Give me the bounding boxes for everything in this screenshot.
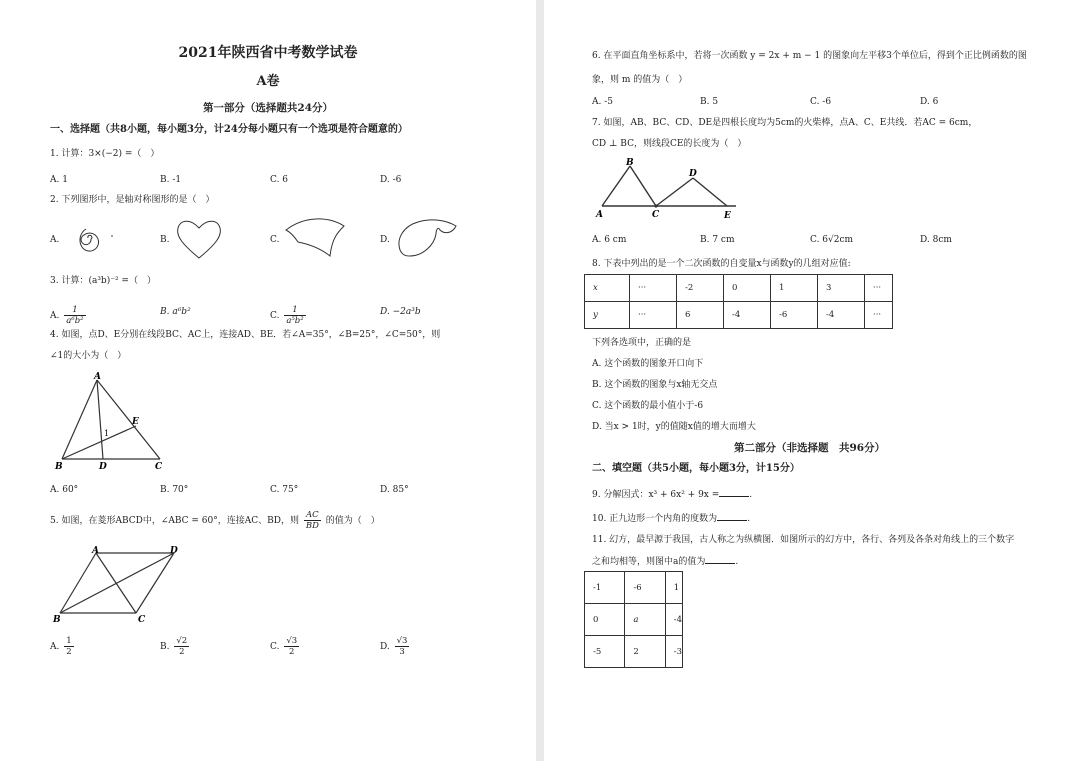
q5-stem-fraction — [304, 510, 321, 531]
table-cell: -2 — [677, 275, 724, 302]
q5-option-a — [50, 634, 76, 660]
table-row — [585, 572, 683, 604]
q5-option-a-fraction — [64, 636, 73, 657]
table-cell: 3 — [818, 275, 865, 302]
fraction-numerator: √3 — [286, 636, 298, 646]
section2-heading: 二、填空题（共5小题，每小题3分，计15分） — [592, 463, 800, 474]
q3-option-c-fraction — [284, 305, 305, 326]
table-cell: 0 — [724, 275, 771, 302]
q5-stem-text: 5. 如图，在菱形ABCD中，∠ABC = 60°，连接AC、BD，则 — [50, 516, 299, 526]
q3-option-a-label: A. — [50, 311, 60, 321]
exam-page-left — [0, 0, 536, 761]
angle-label-1: 1 — [104, 429, 110, 438]
triangle-abc-figure — [52, 368, 182, 473]
q5-stem-end: 的值为（ ） — [325, 516, 380, 526]
vertex-label-b: B — [55, 462, 63, 472]
q5-option-d-label: D. — [380, 642, 390, 652]
q3-stem: 3. 计算：(a³b)⁻² =（ ） — [50, 276, 156, 286]
q1-option-d: D. -6 — [380, 175, 402, 185]
fraction-denominator: a⁶b² — [66, 316, 84, 326]
q5-option-d-fraction — [395, 636, 410, 657]
q6-option-d: D. 6 — [920, 97, 939, 107]
q1-option-b: B. -1 — [160, 175, 182, 185]
table-row — [585, 604, 683, 636]
fraction-numerator: AC — [304, 510, 321, 521]
q4-option-c: C. 75° — [270, 485, 299, 495]
matchsticks-figure — [594, 156, 744, 224]
q3-option-c — [270, 304, 308, 328]
q11-text: 之和均相等，则图中a的值为 — [592, 557, 706, 567]
q4-stem: 4. 如图，点D、E分别在线段BC、AC上，连接AD、BE．若∠A=35°，∠B=25°，∠C=50°，则 — [50, 330, 441, 340]
table-cell: -6 — [625, 572, 665, 604]
table-cell: -1 — [585, 572, 625, 604]
q7-stem: 7. 如图，AB、BC、CD、DE是四根长度均为5cm的火柴棒，点A、C、E共线．若AC = 6cm， — [592, 118, 978, 128]
q7-option-a: A. 6 cm — [592, 235, 627, 245]
vertex-label-d: D — [170, 546, 178, 556]
answer-blank — [705, 555, 735, 564]
q8-option-b: B. 这个函数的图象与x轴无交点 — [592, 380, 718, 390]
table-cell: 1 — [665, 572, 682, 604]
point-label-e: E — [724, 211, 731, 221]
table-row-x — [585, 275, 893, 302]
vertex-label-c: C — [138, 615, 146, 625]
table-cell: ··· — [865, 275, 893, 302]
part1-heading: 第一部分（选择题共24分） — [202, 102, 334, 114]
q7-option-b: B. 7 cm — [700, 235, 735, 245]
q2-option-a: A. — [50, 235, 60, 245]
rhombus-abcd-figure — [52, 543, 192, 625]
table-cell: -4 — [665, 604, 682, 636]
q5-stem — [50, 508, 380, 534]
table-cell: -5 — [585, 636, 625, 668]
q8-value-table — [584, 274, 893, 329]
table-cell: ··· — [630, 275, 677, 302]
table-cell: 2 — [625, 636, 665, 668]
fraction-numerator: 1 — [64, 305, 85, 316]
point-label-d: D — [99, 462, 107, 472]
q2-option-d: D. — [380, 235, 390, 245]
table-cell: -6 — [771, 302, 818, 329]
table-cell: y — [585, 302, 630, 329]
fraction-denominator: a⁵b² — [286, 316, 304, 326]
q2-stem: 2. 下列图形中，是轴对称图形的是（ ） — [50, 195, 215, 205]
section1-heading: 一、选择题（共8小题，每小题3分，计24分每小题只有一个选项是符合题意的） — [50, 124, 408, 135]
table-cell: -4 — [724, 302, 771, 329]
q8-option-a: A. 这个函数的图象开口向下 — [592, 359, 704, 369]
table-cell: a — [625, 604, 665, 636]
q10-text: 10. 正九边形一个内角的度数为 — [592, 514, 718, 524]
q2-option-b: B. — [160, 235, 170, 245]
exam-subtitle: A卷 — [256, 74, 280, 89]
spiral-figure — [66, 218, 116, 258]
point-label-b: B — [626, 158, 634, 168]
vertex-label-a: A — [92, 546, 99, 556]
table-cell: -4 — [818, 302, 865, 329]
q4-option-d: D. 85° — [380, 485, 409, 495]
paisley-figure — [396, 216, 460, 258]
q9-text: 9. 分解因式：x³ + 6x² + 9x = — [592, 490, 720, 500]
table-cell: 1 — [771, 275, 818, 302]
part2-heading: 第二部分（非选择题 共96分） — [734, 442, 886, 454]
q8-intro: 下列各选项中，正确的是 — [592, 338, 692, 348]
q6-option-c: C. -6 — [810, 97, 832, 107]
q5-option-b — [160, 634, 191, 660]
table-cell: 6 — [677, 302, 724, 329]
fraction-denominator: 3 — [399, 647, 405, 657]
table-row — [585, 636, 683, 668]
q9-stem: 9. 分解因式：x³ + 6x² + 9x = . — [592, 490, 753, 500]
q1-option-c: C. 6 — [270, 175, 289, 185]
q8-stem: 8. 下表中列出的是一个二次函数的自变量x与函数y的几组对应值: — [592, 259, 851, 269]
table-cell: ··· — [865, 302, 893, 329]
q3-option-b: B. a⁶b² — [160, 307, 191, 317]
fraction-denominator: BD — [305, 521, 319, 531]
q7-stem-continued: CD ⊥ BC，则线段CE的长度为（ ） — [592, 139, 747, 149]
fraction-denominator: 2 — [179, 647, 185, 657]
q6-option-b: B. 5 — [700, 97, 719, 107]
heart-figure — [174, 216, 224, 260]
q6-stem: 6. 在平面直角坐标系中，若将一次函数 y = 2x + m − 1 的图象向左平移3个单位后，得到个正比例函数的图 — [592, 51, 1027, 61]
q5-option-b-fraction — [174, 636, 189, 657]
q1-stem: 1. 计算：3×(−2) =（ ） — [50, 149, 160, 159]
q3-option-a — [50, 304, 88, 328]
point-label-a: A — [596, 210, 603, 220]
answer-blank — [717, 512, 747, 521]
q5-option-c-label: C. — [270, 642, 280, 652]
fraction-numerator: √2 — [176, 636, 188, 646]
fraction-denominator: 2 — [66, 647, 72, 657]
q7-option-d: D. 8cm — [920, 235, 952, 245]
q11-stem: 11. 幻方，最早源于我国，古人称之为纵横图．如图所示的幻方中，各行、各列及各条对角线上的三个数字 — [592, 535, 1015, 545]
q11-stem-continued: 之和均相等，则图中a的值为 . — [592, 557, 739, 567]
q4-option-a: A. 60° — [50, 485, 79, 495]
q6-stem-continued: 象，则 m 的值为（ ） — [592, 75, 688, 85]
table-cell: x — [585, 275, 630, 302]
answer-blank — [719, 488, 749, 497]
fraction-numerator: 1 — [66, 636, 72, 646]
table-row-y — [585, 302, 893, 329]
q10-stem: 10. 正九边形一个内角的度数为 . — [592, 514, 751, 524]
fraction-denominator: 2 — [289, 647, 295, 657]
magic-square-grid — [584, 571, 683, 668]
q5-option-b-label: B. — [160, 642, 170, 652]
vertex-label-c: C — [155, 462, 163, 472]
exam-title: 2021年陕西省中考数学试卷 — [178, 45, 358, 61]
exam-page-right — [544, 0, 1080, 761]
vertex-label-b: B — [53, 615, 61, 625]
fraction-numerator: √3 — [396, 636, 408, 646]
point-label-c: C — [652, 210, 660, 220]
table-cell: ··· — [630, 302, 677, 329]
point-label-e: E — [132, 417, 139, 427]
q6-option-a: A. -5 — [592, 97, 613, 107]
fraction-numerator: 1 — [284, 305, 305, 316]
fan-figure — [284, 216, 346, 258]
q3-option-d: D. −2a³b — [380, 307, 421, 317]
q8-option-d: D. 当x > 1时，y的值随x值的增大而增大 — [592, 422, 756, 432]
table-cell: -3 — [665, 636, 682, 668]
q7-option-c: C. 6√2cm — [810, 235, 854, 245]
q2-option-c: C. — [270, 235, 280, 245]
q4-stem-continued: ∠1的大小为（ ） — [50, 351, 127, 361]
q8-option-c: C. 这个函数的最小值小于-6 — [592, 401, 704, 411]
q1-option-a: A. 1 — [50, 175, 68, 185]
point-label-d: D — [689, 169, 697, 179]
q5-option-c — [270, 634, 301, 660]
q3-option-a-fraction — [64, 305, 85, 326]
q5-option-c-fraction — [284, 636, 299, 657]
q3-option-c-label: C. — [270, 311, 280, 321]
q5-option-d — [380, 634, 411, 660]
q5-option-a-label: A. — [50, 642, 60, 652]
q4-option-b: B. 70° — [160, 485, 189, 495]
table-cell: 0 — [585, 604, 625, 636]
vertex-label-a: A — [94, 372, 101, 382]
